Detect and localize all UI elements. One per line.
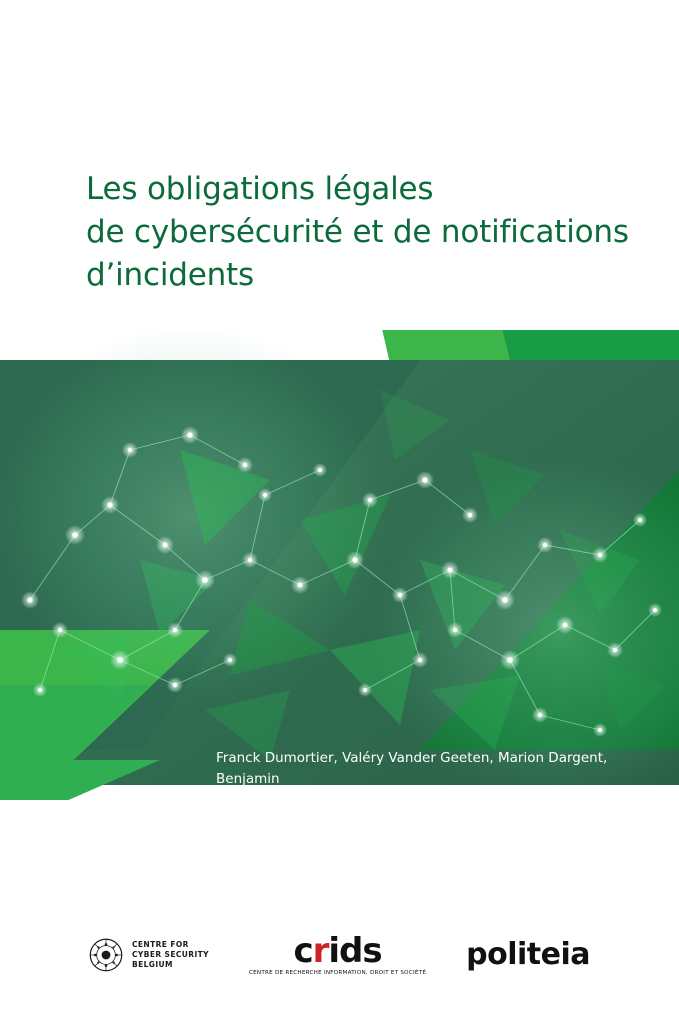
ccb-circuit-icon xyxy=(89,938,123,972)
page-title xyxy=(86,168,646,297)
ccb-line-1: CENTRE FOR xyxy=(131,940,189,949)
ccb-line-2: CYBER SECURITY xyxy=(131,950,209,959)
crids-logo xyxy=(248,931,427,976)
crids-letter-r: r xyxy=(312,931,329,971)
authors-line-2: Docquir, Catherine Forget et Manon Knockaert xyxy=(216,792,531,808)
authors-line-3: Sous la coordination de Franck Dumortier et Valery Vander Geeten xyxy=(216,813,613,850)
ccb-line-3: BELGIUM xyxy=(131,960,173,969)
crids-subtitle: CENTRE DE RECHERCHE INFORMATION, DROIT ET SOCIÉTÉ xyxy=(248,970,427,976)
title-line-2: de cybersécurité et de notifications xyxy=(86,214,629,250)
politeia-logo: politeia xyxy=(466,937,591,972)
centre-for-cyber-security-belgium-logo xyxy=(89,938,209,972)
publisher-logos xyxy=(0,920,679,990)
title-line-1: Les obligations légales xyxy=(86,171,434,207)
authors-line-1: Franck Dumortier, Valéry Vander Geeten, Marion Dargent, Benjamin xyxy=(216,750,608,787)
authors-block xyxy=(216,748,656,853)
crids-wordmark xyxy=(293,931,382,971)
ccb-wordmark xyxy=(132,940,209,970)
crids-letters-ids: ids xyxy=(328,931,382,971)
title-line-3: d’incidents xyxy=(86,257,254,293)
crids-letter-c: c xyxy=(293,931,313,971)
